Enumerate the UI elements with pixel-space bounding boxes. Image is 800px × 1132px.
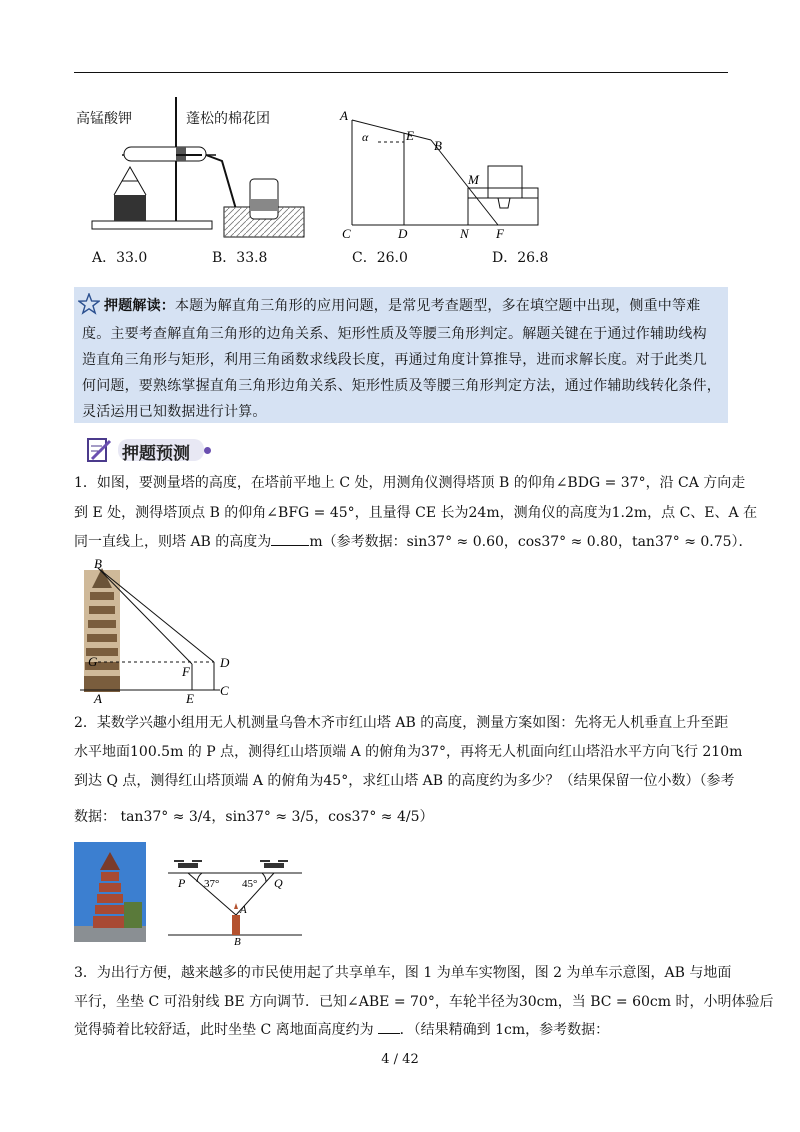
geo-label-F: F <box>496 226 504 241</box>
geometry-figure-top <box>338 108 548 243</box>
q2-label-P: P <box>178 876 186 890</box>
option-a[interactable]: A．33.0 <box>92 250 148 266</box>
q1-line-1: 1．如图，要测量塔的高度，在塔前平地上 C 处，用测角仪测得塔顶 B 的仰角∠BDG = 37°，沿 CA 方向走 <box>74 475 746 491</box>
section-title: 押题预测 <box>122 444 190 464</box>
q2-label-45: 45° <box>242 878 258 890</box>
option-d[interactable]: D．26.8 <box>492 250 549 266</box>
q1-label-D: D <box>220 655 230 670</box>
hint-line-1: 本题为解直角三角形的应用问题，是常见考查题型，多在填空题中出现，侧重中等难 <box>175 298 701 314</box>
geo-label-A: A <box>340 108 348 123</box>
q2-label-B: B <box>234 936 241 945</box>
geo-label-N: N <box>460 226 469 241</box>
pencil-note-icon <box>86 435 112 463</box>
page-number: 4 / 42 <box>381 1052 419 1067</box>
option-c[interactable]: C．26.0 <box>352 250 408 266</box>
q2-label-37: 37° <box>204 878 220 890</box>
geo-label-D: D <box>398 226 408 241</box>
q1-line-3-ref: m（参考数据：sin37° ≈ 0.60，cos37° ≈ 0.80，tan37° ≈ 0.75）． <box>309 534 753 550</box>
option-b[interactable]: B．33.8 <box>212 250 268 266</box>
q2-line-2: 水平地面100.5m 的 P 点，测得红山塔顶端 A 的俯角为37°，再将无人机面向红山塔沿水平方向飞行 210m <box>74 744 743 760</box>
geo-label-B: B <box>434 138 442 153</box>
q1-label-C: C <box>220 683 229 698</box>
drone-icon-left <box>174 861 202 868</box>
q1-answer-blank[interactable] <box>271 531 309 546</box>
q2-label-Q: Q <box>274 876 283 890</box>
hint-box <box>74 287 728 423</box>
lab-apparatus-figure <box>84 95 314 245</box>
q1-tower-figure <box>80 558 240 704</box>
q3-line-3 <box>74 1019 609 1039</box>
q2-line-1: 2．某数学兴趣小组用无人机测量乌鲁木齐市红山塔 AB 的高度，测量方案如图：先将无人机垂直上升至距 <box>74 715 729 731</box>
q1-label-E: E <box>186 691 194 704</box>
drone-icon-right <box>260 861 288 868</box>
hint-line-2: 度。主要考查解直角三角形的边角关系、矩形性质及等腰三角形判定。解题关键在于通过作辅助线构 <box>82 326 707 342</box>
q2-drone-diagram <box>168 853 304 945</box>
figure-label-cotton: 蓬松的棉花团 <box>186 111 270 127</box>
q1-line-3 <box>74 531 753 551</box>
geo-label-C: C <box>342 226 351 241</box>
geo-label-E: E <box>406 128 414 143</box>
geo-label-M: M <box>468 172 479 187</box>
hint-line-5: 灵活运用已知数据进行计算。 <box>82 404 267 420</box>
hint-line-4: 何问题，要熟练掌握直角三角形边角关系、矩形性质及等腰三角形判定方法，通过作辅助线转化条件， <box>82 378 721 394</box>
bullet-dot-icon <box>204 447 211 454</box>
header-rule <box>74 72 728 73</box>
q1-label-F: F <box>182 664 190 679</box>
q3-line-1: 3．为出行方便，越来越多的市民使用起了共享单车，图 1 为单车实物图，图 2 为单车示意图，AB 与地面 <box>74 965 732 981</box>
figure-label-potassium-permanganate: 高锰酸钾 <box>76 111 132 127</box>
hint-line-3: 造直角三角形与矩形，利用三角函数求线段长度，再通过角度计算推导，进而求解长度。对于此类几 <box>82 352 707 368</box>
q3-line-3-text: 觉得骑着比较舒适，此时坐垫 C 离地面高度约为 <box>74 1022 374 1038</box>
q2-tower-photo <box>74 842 146 942</box>
geo-label-alpha: α <box>362 130 369 144</box>
q1-label-G: G <box>88 654 98 669</box>
q1-label-B: B <box>94 558 102 571</box>
hint-title: 押题解读： <box>104 298 175 314</box>
q2-line-4: 数据： tan37° ≈ 3/4，sin37° ≈ 3/5，cos37° ≈ 4/5） <box>74 809 434 825</box>
q1-label-A: A <box>94 691 102 704</box>
q3-answer-blank[interactable] <box>378 1019 400 1034</box>
q2-line-3: 到达 Q 点，测得红山塔顶端 A 的俯角为45°，求红山塔 AB 的高度约为多少？（结果保留一位小数）（参考 <box>74 773 735 789</box>
q3-line-3-ref: ．（结果精确到 1cm，参考数据： <box>399 1022 610 1038</box>
q1-line-3-text: 同一直线上，则塔 AB 的高度为 <box>74 534 272 550</box>
q2-label-A: A <box>240 904 247 916</box>
star-icon <box>78 293 100 315</box>
q1-line-2: 到 E 处，测得塔顶点 B 的仰角∠BFG = 45°，且量得 CE 长为24m，测角仪的高度为1.2m，点 C、E、A 在 <box>74 505 758 521</box>
q3-line-2: 平行，坐垫 C 可沿射线 BE 方向调节．已知∠ABE = 70°，车轮半径为30cm，当 BC = 60cm 时，小明体验后 <box>74 994 774 1010</box>
